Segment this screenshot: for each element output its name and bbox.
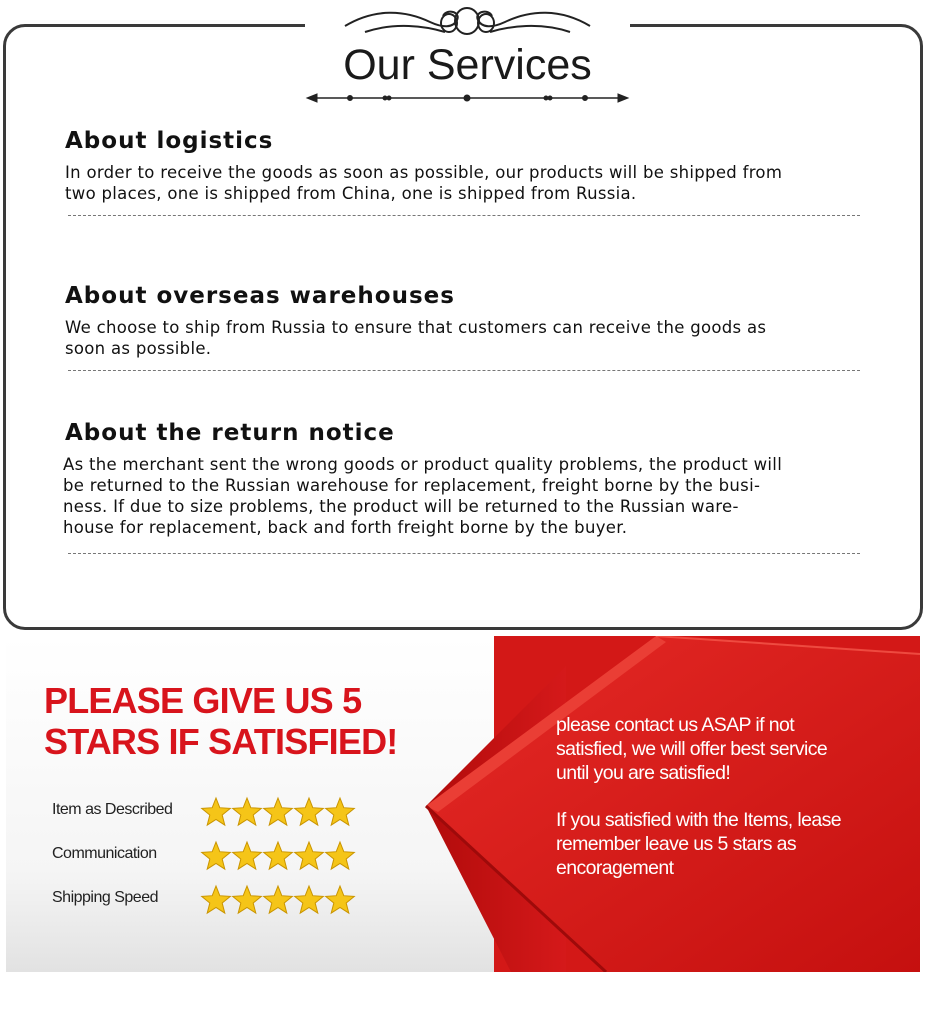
star-icon bbox=[295, 798, 324, 825]
star-rating-icon bbox=[200, 840, 360, 872]
star-icon bbox=[295, 886, 324, 913]
star-icon bbox=[326, 798, 355, 825]
section-body: In order to receive the goods as soon as possible, our products will be shipped from two places, one is shipped from China, one is shipped from Russia. bbox=[65, 163, 783, 203]
review-request-message: If you satisfied with the Items, lease remember leave us 5 stars as encoragement bbox=[556, 809, 842, 879]
star-icon bbox=[264, 886, 293, 913]
star-icon bbox=[326, 886, 355, 913]
section-body: As the merchant sent the wrong goods or product quality problems, the product will be returned to the Russian warehouse for replacement, freight borne by the busi- ness. If due to size problems, the product will be returned to the Russian ware- house for replacement, back and forth freight borne by the buyer. bbox=[63, 455, 783, 537]
rating-label: Shipping Speed bbox=[52, 889, 158, 906]
dashed-divider bbox=[68, 370, 860, 371]
star-icon bbox=[233, 886, 262, 913]
section-body: We choose to ship from Russia to ensure that customers can receive the goods as soon as possible. bbox=[65, 318, 767, 358]
section-overseas-warehouses bbox=[65, 283, 865, 359]
star-icon bbox=[264, 798, 293, 825]
section-heading: About overseas warehouses bbox=[65, 283, 455, 309]
section-logistics bbox=[65, 128, 865, 204]
star-rating-icon bbox=[200, 884, 360, 916]
dashed-divider bbox=[68, 553, 860, 554]
section-heading: About logistics bbox=[65, 128, 274, 154]
star-icon bbox=[202, 842, 231, 869]
star-icon bbox=[233, 798, 262, 825]
rating-label: Communication bbox=[52, 845, 157, 862]
star-icon bbox=[264, 842, 293, 869]
section-heading: About the return notice bbox=[65, 420, 395, 446]
rating-label: Item as Described bbox=[52, 801, 173, 818]
star-rating-icon bbox=[200, 796, 360, 828]
section-return-notice bbox=[65, 420, 865, 538]
star-icon bbox=[295, 842, 324, 869]
flourish-ornament-icon bbox=[335, 4, 600, 38]
contact-message: please contact us ASAP if not satisfied, we will offer best service until you are satisfied! bbox=[556, 714, 828, 784]
star-icon bbox=[326, 842, 355, 869]
star-icon bbox=[202, 886, 231, 913]
star-icon bbox=[202, 798, 231, 825]
star-icon bbox=[233, 842, 262, 869]
services-header bbox=[305, 0, 630, 110]
rating-banner bbox=[6, 636, 920, 972]
rating-title: PLEASE GIVE US 5 STARS IF SATISFIED! bbox=[44, 680, 398, 762]
divider-arrow-icon bbox=[305, 90, 630, 106]
dashed-divider bbox=[68, 215, 860, 216]
page-title: Our Services bbox=[343, 41, 592, 89]
